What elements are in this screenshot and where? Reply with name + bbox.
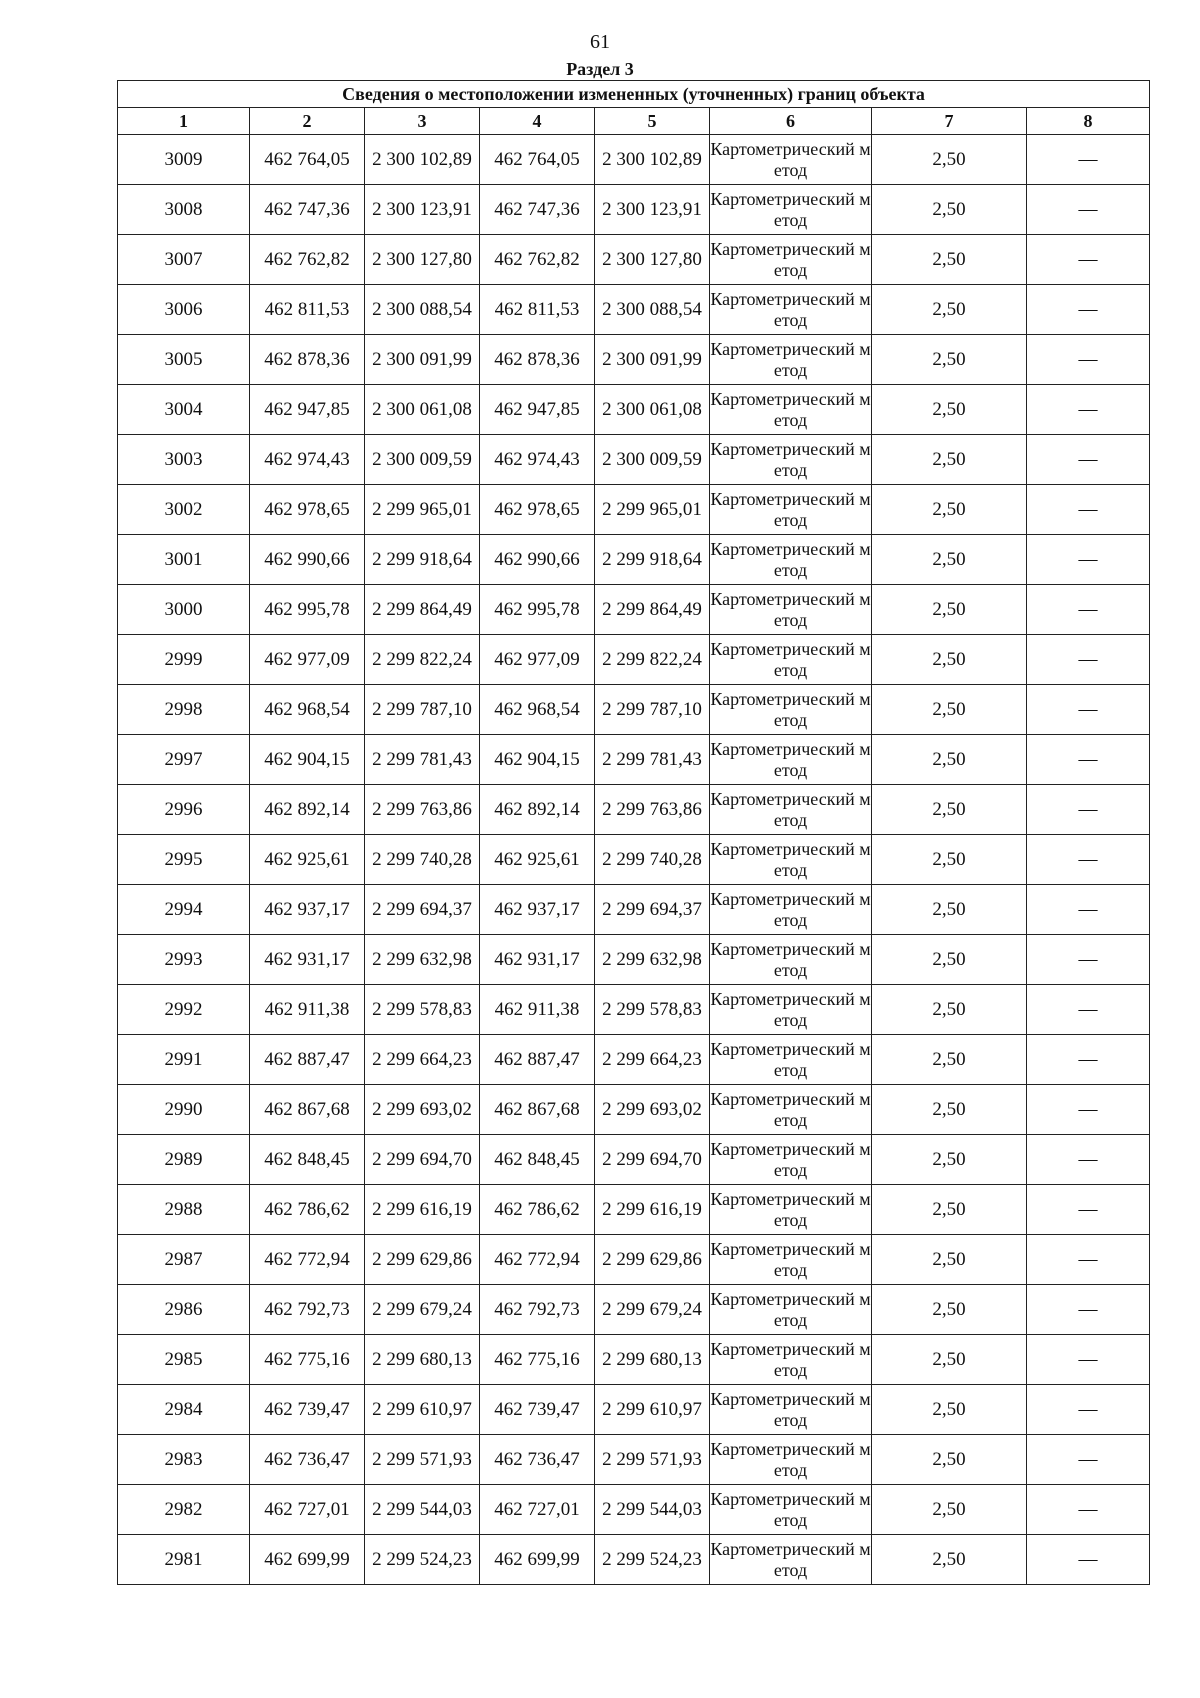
cell-x-new: 462 977,09	[480, 635, 595, 685]
cell-point-number: 3003	[118, 435, 250, 485]
table-row	[118, 435, 1150, 485]
cell-y-new: 2 299 693,02	[595, 1085, 710, 1135]
cell-point-number: 3002	[118, 485, 250, 535]
cell-y-existing: 2 300 102,89	[365, 135, 480, 185]
cell-description: —	[1027, 785, 1150, 835]
cell-method: Картометрический метод	[710, 885, 872, 935]
cell-x-new: 462 699,99	[480, 1535, 595, 1585]
table-row	[118, 835, 1150, 885]
cell-y-new: 2 299 864,49	[595, 585, 710, 635]
cell-y-new: 2 299 787,10	[595, 685, 710, 735]
cell-accuracy: 2,50	[872, 135, 1027, 185]
cell-point-number: 2985	[118, 1335, 250, 1385]
column-number-7: 7	[872, 108, 1027, 135]
cell-point-number: 2984	[118, 1385, 250, 1435]
table-row	[118, 1285, 1150, 1335]
cell-method: Картометрический метод	[710, 835, 872, 885]
table-row	[118, 235, 1150, 285]
cell-x-existing: 462 911,38	[250, 985, 365, 1035]
cell-description: —	[1027, 1385, 1150, 1435]
cell-method: Картометрический метод	[710, 535, 872, 585]
cell-y-existing: 2 299 544,03	[365, 1485, 480, 1535]
table-row	[118, 135, 1150, 185]
cell-point-number: 2995	[118, 835, 250, 885]
cell-y-existing: 2 299 679,24	[365, 1285, 480, 1335]
cell-y-existing: 2 299 965,01	[365, 485, 480, 535]
cell-x-new: 462 736,47	[480, 1435, 595, 1485]
table-row	[118, 885, 1150, 935]
cell-point-number: 3005	[118, 335, 250, 385]
table-title: Сведения о местоположении измененных (уточненных) границ объекта	[118, 81, 1150, 108]
cell-y-existing: 2 299 629,86	[365, 1235, 480, 1285]
cell-method: Картометрический метод	[710, 685, 872, 735]
cell-y-existing: 2 299 578,83	[365, 985, 480, 1035]
cell-x-existing: 462 762,82	[250, 235, 365, 285]
cell-x-new: 462 968,54	[480, 685, 595, 735]
table-row	[118, 1235, 1150, 1285]
cell-y-existing: 2 299 864,49	[365, 585, 480, 635]
table-row	[118, 1485, 1150, 1535]
cell-y-new: 2 299 694,37	[595, 885, 710, 935]
table-row	[118, 1385, 1150, 1435]
cell-x-existing: 462 978,65	[250, 485, 365, 535]
table-row	[118, 185, 1150, 235]
cell-point-number: 2992	[118, 985, 250, 1035]
cell-y-new: 2 299 680,13	[595, 1335, 710, 1385]
column-number-row	[118, 108, 1150, 135]
cell-accuracy: 2,50	[872, 535, 1027, 585]
cell-y-existing: 2 299 694,70	[365, 1135, 480, 1185]
cell-accuracy: 2,50	[872, 1335, 1027, 1385]
cell-y-new: 2 299 664,23	[595, 1035, 710, 1085]
cell-y-new: 2 300 088,54	[595, 285, 710, 335]
cell-method: Картометрический метод	[710, 1335, 872, 1385]
cell-y-new: 2 300 123,91	[595, 185, 710, 235]
cell-method: Картометрический метод	[710, 135, 872, 185]
cell-accuracy: 2,50	[872, 935, 1027, 985]
table-row	[118, 1435, 1150, 1485]
cell-accuracy: 2,50	[872, 285, 1027, 335]
cell-y-new: 2 299 763,86	[595, 785, 710, 835]
cell-x-new: 462 762,82	[480, 235, 595, 285]
cell-y-new: 2 299 610,97	[595, 1385, 710, 1435]
cell-point-number: 2986	[118, 1285, 250, 1335]
cell-x-existing: 462 764,05	[250, 135, 365, 185]
cell-x-existing: 462 968,54	[250, 685, 365, 735]
cell-description: —	[1027, 1035, 1150, 1085]
cell-y-existing: 2 299 664,23	[365, 1035, 480, 1085]
cell-x-existing: 462 867,68	[250, 1085, 365, 1135]
cell-description: —	[1027, 1235, 1150, 1285]
cell-point-number: 2989	[118, 1135, 250, 1185]
cell-point-number: 3006	[118, 285, 250, 335]
cell-x-existing: 462 736,47	[250, 1435, 365, 1485]
cell-y-existing: 2 299 616,19	[365, 1185, 480, 1235]
cell-accuracy: 2,50	[872, 1285, 1027, 1335]
cell-method: Картометрический метод	[710, 1285, 872, 1335]
cell-description: —	[1027, 435, 1150, 485]
cell-y-existing: 2 299 763,86	[365, 785, 480, 835]
cell-method: Картометрический метод	[710, 1485, 872, 1535]
cell-description: —	[1027, 1085, 1150, 1135]
cell-y-existing: 2 299 571,93	[365, 1435, 480, 1485]
cell-point-number: 2999	[118, 635, 250, 685]
cell-y-existing: 2 299 524,23	[365, 1535, 480, 1585]
cell-description: —	[1027, 985, 1150, 1035]
cell-y-existing: 2 299 740,28	[365, 835, 480, 885]
cell-y-existing: 2 299 610,97	[365, 1385, 480, 1435]
cell-x-existing: 462 792,73	[250, 1285, 365, 1335]
table-row	[118, 635, 1150, 685]
cell-accuracy: 2,50	[872, 235, 1027, 285]
cell-x-existing: 462 772,94	[250, 1235, 365, 1285]
cell-x-new: 462 887,47	[480, 1035, 595, 1085]
cell-x-new: 462 811,53	[480, 285, 595, 335]
cell-method: Картометрический метод	[710, 635, 872, 685]
cell-accuracy: 2,50	[872, 1435, 1027, 1485]
cell-y-new: 2 300 009,59	[595, 435, 710, 485]
cell-x-new: 462 775,16	[480, 1335, 595, 1385]
cell-x-existing: 462 977,09	[250, 635, 365, 685]
table-row	[118, 735, 1150, 785]
cell-accuracy: 2,50	[872, 1035, 1027, 1085]
cell-y-existing: 2 299 694,37	[365, 885, 480, 935]
cell-y-existing: 2 300 091,99	[365, 335, 480, 385]
cell-method: Картометрический метод	[710, 385, 872, 435]
cell-x-new: 462 978,65	[480, 485, 595, 535]
cell-accuracy: 2,50	[872, 1235, 1027, 1285]
table-row	[118, 585, 1150, 635]
cell-method: Картометрический метод	[710, 985, 872, 1035]
cell-x-existing: 462 887,47	[250, 1035, 365, 1085]
cell-y-existing: 2 300 088,54	[365, 285, 480, 335]
cell-method: Картометрический метод	[710, 285, 872, 335]
cell-y-new: 2 299 740,28	[595, 835, 710, 885]
table-row	[118, 685, 1150, 735]
table-row	[118, 1035, 1150, 1085]
cell-x-existing: 462 974,43	[250, 435, 365, 485]
cell-x-existing: 462 995,78	[250, 585, 365, 635]
column-number-2: 2	[250, 108, 365, 135]
cell-y-new: 2 300 091,99	[595, 335, 710, 385]
cell-point-number: 3007	[118, 235, 250, 285]
cell-x-new: 462 974,43	[480, 435, 595, 485]
cell-x-new: 462 892,14	[480, 785, 595, 835]
cell-accuracy: 2,50	[872, 335, 1027, 385]
cell-description: —	[1027, 835, 1150, 885]
cell-method: Картометрический метод	[710, 1185, 872, 1235]
cell-accuracy: 2,50	[872, 1085, 1027, 1135]
cell-accuracy: 2,50	[872, 885, 1027, 935]
cell-y-new: 2 299 571,93	[595, 1435, 710, 1485]
cell-y-new: 2 299 781,43	[595, 735, 710, 785]
cell-x-existing: 462 947,85	[250, 385, 365, 435]
cell-description: —	[1027, 285, 1150, 335]
cell-point-number: 2988	[118, 1185, 250, 1235]
cell-accuracy: 2,50	[872, 1185, 1027, 1235]
cell-description: —	[1027, 735, 1150, 785]
cell-x-existing: 462 931,17	[250, 935, 365, 985]
cell-point-number: 2998	[118, 685, 250, 735]
cell-point-number: 3004	[118, 385, 250, 435]
cell-x-existing: 462 848,45	[250, 1135, 365, 1185]
cell-description: —	[1027, 585, 1150, 635]
cell-x-new: 462 772,94	[480, 1235, 595, 1285]
cell-method: Картометрический метод	[710, 735, 872, 785]
cell-point-number: 2996	[118, 785, 250, 835]
table-row	[118, 485, 1150, 535]
cell-x-existing: 462 904,15	[250, 735, 365, 785]
table-row	[118, 285, 1150, 335]
cell-method: Картометрический метод	[710, 1535, 872, 1585]
cell-y-new: 2 300 127,80	[595, 235, 710, 285]
cell-description: —	[1027, 1285, 1150, 1335]
cell-y-existing: 2 299 822,24	[365, 635, 480, 685]
cell-x-existing: 462 925,61	[250, 835, 365, 885]
cell-y-new: 2 299 524,23	[595, 1535, 710, 1585]
cell-accuracy: 2,50	[872, 585, 1027, 635]
cell-description: —	[1027, 685, 1150, 735]
cell-description: —	[1027, 335, 1150, 385]
cell-point-number: 2982	[118, 1485, 250, 1535]
cell-method: Картометрический метод	[710, 785, 872, 835]
cell-y-new: 2 299 679,24	[595, 1285, 710, 1335]
column-number-6: 6	[710, 108, 872, 135]
cell-x-new: 462 925,61	[480, 835, 595, 885]
cell-y-existing: 2 299 781,43	[365, 735, 480, 785]
cell-accuracy: 2,50	[872, 985, 1027, 1035]
cell-y-new: 2 299 629,86	[595, 1235, 710, 1285]
table-row	[118, 1335, 1150, 1385]
cell-accuracy: 2,50	[872, 1385, 1027, 1435]
cell-y-new: 2 299 544,03	[595, 1485, 710, 1535]
cell-description: —	[1027, 635, 1150, 685]
cell-x-new: 462 848,45	[480, 1135, 595, 1185]
cell-method: Картометрический метод	[710, 1235, 872, 1285]
cell-x-existing: 462 878,36	[250, 335, 365, 385]
cell-x-new: 462 792,73	[480, 1285, 595, 1335]
column-number-4: 4	[480, 108, 595, 135]
cell-point-number: 3000	[118, 585, 250, 635]
cell-accuracy: 2,50	[872, 435, 1027, 485]
cell-x-existing: 462 727,01	[250, 1485, 365, 1535]
cell-accuracy: 2,50	[872, 1485, 1027, 1535]
cell-point-number: 3009	[118, 135, 250, 185]
cell-y-existing: 2 299 693,02	[365, 1085, 480, 1135]
cell-x-new: 462 947,85	[480, 385, 595, 435]
cell-y-existing: 2 300 123,91	[365, 185, 480, 235]
cell-y-existing: 2 299 787,10	[365, 685, 480, 735]
cell-y-new: 2 299 616,19	[595, 1185, 710, 1235]
cell-method: Картометрический метод	[710, 1135, 872, 1185]
cell-x-new: 462 786,62	[480, 1185, 595, 1235]
cell-accuracy: 2,50	[872, 735, 1027, 785]
cell-x-existing: 462 747,36	[250, 185, 365, 235]
cell-description: —	[1027, 135, 1150, 185]
cell-accuracy: 2,50	[872, 785, 1027, 835]
cell-x-new: 462 764,05	[480, 135, 595, 185]
cell-y-new: 2 299 578,83	[595, 985, 710, 1035]
cell-accuracy: 2,50	[872, 185, 1027, 235]
cell-description: —	[1027, 935, 1150, 985]
cell-x-new: 462 937,17	[480, 885, 595, 935]
cell-x-new: 462 878,36	[480, 335, 595, 385]
cell-x-new: 462 727,01	[480, 1485, 595, 1535]
cell-method: Картометрический метод	[710, 185, 872, 235]
cell-point-number: 2987	[118, 1235, 250, 1285]
cell-point-number: 2991	[118, 1035, 250, 1085]
cell-method: Картометрический метод	[710, 235, 872, 285]
cell-description: —	[1027, 485, 1150, 535]
cell-method: Картометрический метод	[710, 435, 872, 485]
cell-x-existing: 462 775,16	[250, 1335, 365, 1385]
cell-y-existing: 2 300 009,59	[365, 435, 480, 485]
cell-x-existing: 462 990,66	[250, 535, 365, 585]
cell-x-existing: 462 699,99	[250, 1535, 365, 1585]
cell-description: —	[1027, 885, 1150, 935]
column-number-1: 1	[118, 108, 250, 135]
cell-x-existing: 462 937,17	[250, 885, 365, 935]
cell-method: Картометрический метод	[710, 335, 872, 385]
cell-accuracy: 2,50	[872, 1535, 1027, 1585]
cell-x-new: 462 911,38	[480, 985, 595, 1035]
cell-x-new: 462 739,47	[480, 1385, 595, 1435]
cell-point-number: 2997	[118, 735, 250, 785]
table-title-row	[118, 81, 1150, 108]
cell-y-new: 2 299 965,01	[595, 485, 710, 535]
cell-point-number: 3001	[118, 535, 250, 585]
cell-method: Картометрический метод	[710, 585, 872, 635]
table-row	[118, 335, 1150, 385]
table-row	[118, 1185, 1150, 1235]
cell-description: —	[1027, 1335, 1150, 1385]
cell-y-existing: 2 299 632,98	[365, 935, 480, 985]
cell-point-number: 2990	[118, 1085, 250, 1135]
cell-x-existing: 462 786,62	[250, 1185, 365, 1235]
cell-accuracy: 2,50	[872, 485, 1027, 535]
cell-y-existing: 2 299 918,64	[365, 535, 480, 585]
cell-method: Картометрический метод	[710, 1035, 872, 1085]
cell-accuracy: 2,50	[872, 835, 1027, 885]
cell-x-existing: 462 739,47	[250, 1385, 365, 1435]
cell-description: —	[1027, 1135, 1150, 1185]
cell-y-new: 2 300 061,08	[595, 385, 710, 435]
cell-y-new: 2 299 918,64	[595, 535, 710, 585]
table-row	[118, 385, 1150, 435]
table-row	[118, 985, 1150, 1035]
cell-method: Картометрический метод	[710, 1085, 872, 1135]
cell-method: Картометрический метод	[710, 1385, 872, 1435]
table-row	[118, 1135, 1150, 1185]
table-body	[118, 135, 1150, 1585]
cell-y-existing: 2 300 061,08	[365, 385, 480, 435]
table-row	[118, 785, 1150, 835]
cell-description: —	[1027, 1185, 1150, 1235]
cell-description: —	[1027, 1535, 1150, 1585]
cell-x-new: 462 904,15	[480, 735, 595, 785]
coordinates-table	[117, 80, 1150, 1585]
cell-y-existing: 2 300 127,80	[365, 235, 480, 285]
cell-description: —	[1027, 235, 1150, 285]
table-row	[118, 535, 1150, 585]
cell-x-new: 462 747,36	[480, 185, 595, 235]
cell-description: —	[1027, 535, 1150, 585]
cell-point-number: 2981	[118, 1535, 250, 1585]
cell-point-number: 2993	[118, 935, 250, 985]
cell-accuracy: 2,50	[872, 385, 1027, 435]
cell-method: Картометрический метод	[710, 935, 872, 985]
table-row	[118, 1085, 1150, 1135]
cell-y-new: 2 299 632,98	[595, 935, 710, 985]
cell-y-existing: 2 299 680,13	[365, 1335, 480, 1385]
cell-point-number: 2994	[118, 885, 250, 935]
cell-accuracy: 2,50	[872, 635, 1027, 685]
cell-x-new: 462 931,17	[480, 935, 595, 985]
cell-x-existing: 462 892,14	[250, 785, 365, 835]
column-number-5: 5	[595, 108, 710, 135]
cell-accuracy: 2,50	[872, 1135, 1027, 1185]
cell-point-number: 3008	[118, 185, 250, 235]
cell-x-new: 462 995,78	[480, 585, 595, 635]
column-number-8: 8	[1027, 108, 1150, 135]
table-row	[118, 1535, 1150, 1585]
page-number: 61	[590, 31, 610, 53]
cell-description: —	[1027, 1435, 1150, 1485]
cell-description: —	[1027, 1485, 1150, 1535]
cell-x-existing: 462 811,53	[250, 285, 365, 335]
cell-description: —	[1027, 385, 1150, 435]
cell-point-number: 2983	[118, 1435, 250, 1485]
cell-x-new: 462 990,66	[480, 535, 595, 585]
cell-accuracy: 2,50	[872, 685, 1027, 735]
section-title: Раздел 3	[566, 59, 634, 79]
cell-method: Картометрический метод	[710, 485, 872, 535]
cell-description: —	[1027, 185, 1150, 235]
table-row	[118, 935, 1150, 985]
cell-method: Картометрический метод	[710, 1435, 872, 1485]
cell-y-new: 2 300 102,89	[595, 135, 710, 185]
cell-x-new: 462 867,68	[480, 1085, 595, 1135]
cell-y-new: 2 299 822,24	[595, 635, 710, 685]
cell-y-new: 2 299 694,70	[595, 1135, 710, 1185]
column-number-3: 3	[365, 108, 480, 135]
